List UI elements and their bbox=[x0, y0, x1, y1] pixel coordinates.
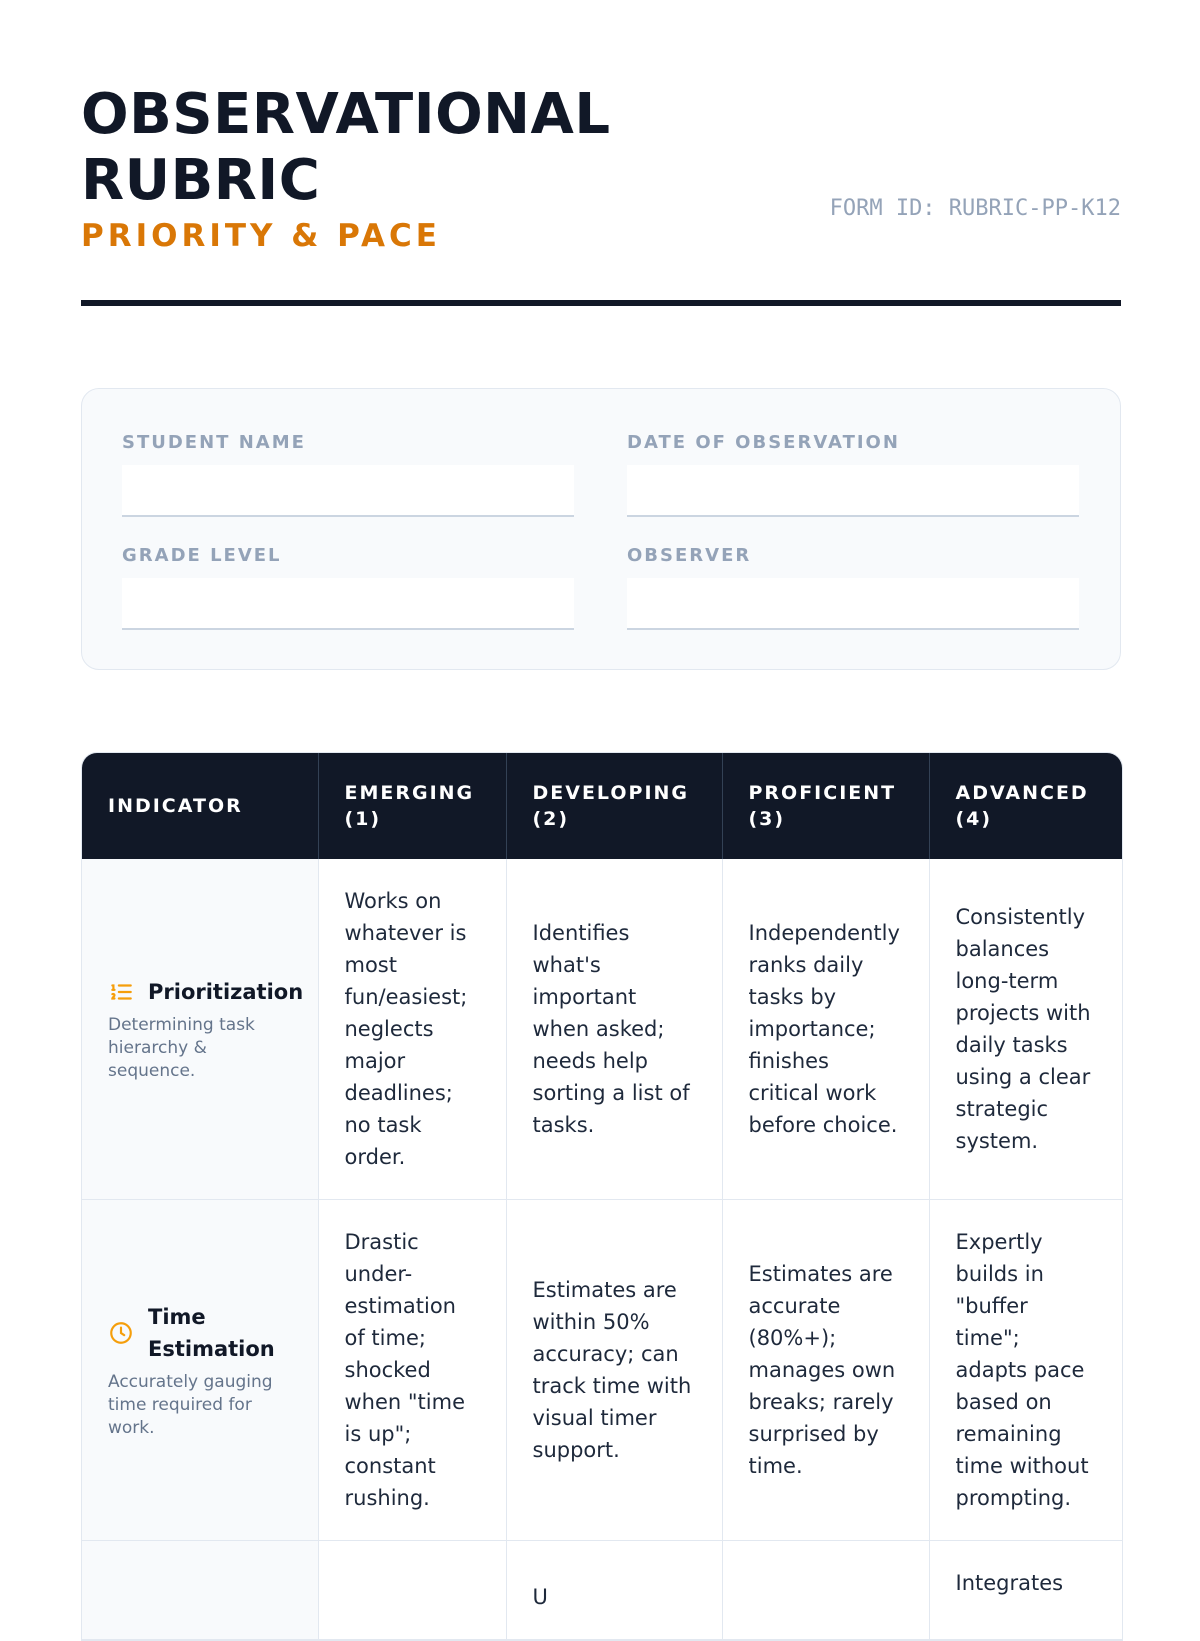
grade-level-label: GRADE LEVEL bbox=[122, 545, 282, 566]
emerging-cell: Works on whatever is most fun/easiest; neglects major deadlines; no task order. bbox=[318, 859, 506, 1200]
column-header-proficient: PROFICIENT (3) bbox=[722, 753, 929, 859]
observer-label: OBSERVER bbox=[627, 545, 752, 566]
emerging-cell bbox=[318, 1541, 506, 1640]
column-header-developing: DEVELOPING (2) bbox=[506, 753, 722, 859]
indicator-cell-partial bbox=[82, 1541, 318, 1640]
rubric-table bbox=[82, 753, 1122, 1640]
page-title: OBSERVATIONAL RUBRIC bbox=[81, 82, 611, 213]
grade-level-field bbox=[122, 544, 574, 630]
table-row bbox=[82, 1200, 1122, 1541]
proficient-cell: Independently ranks daily tasks by importance; finishes critical work before choice. bbox=[722, 859, 929, 1200]
indicator-cell-time-estimation bbox=[82, 1200, 318, 1541]
indicator-cell-prioritization bbox=[82, 859, 318, 1200]
column-header-emerging: EMERGING (1) bbox=[318, 753, 506, 859]
rubric-table-container bbox=[81, 752, 1123, 1641]
observer-field bbox=[627, 544, 1079, 630]
advanced-cell: Expertly builds in "buffer time"; adapts pace based on remaining time without prompting. bbox=[929, 1200, 1122, 1541]
student-name-label: STUDENT NAME bbox=[122, 432, 306, 453]
student-info-card bbox=[81, 388, 1121, 670]
grade-level-input[interactable] bbox=[122, 578, 574, 630]
column-header-advanced: ADVANCED (4) bbox=[929, 753, 1122, 859]
table-header-row bbox=[82, 753, 1122, 859]
developing-cell: Estimates are within 50% accuracy; can track time with visual timer support. bbox=[506, 1200, 722, 1541]
list-ordered-icon bbox=[108, 979, 134, 1005]
observer-input[interactable] bbox=[627, 578, 1079, 630]
form-id: FORM ID: RUBRIC-PP-K12 bbox=[829, 196, 1121, 221]
advanced-cell: Integrates bbox=[929, 1541, 1122, 1640]
indicator-description: Accurately gauging time required for work. bbox=[108, 1371, 273, 1438]
indicator-title: Prioritization bbox=[148, 979, 304, 1004]
indicator-description: Determining task hierarchy & sequence. bbox=[108, 1014, 255, 1081]
date-of-observation-input[interactable] bbox=[627, 465, 1079, 517]
clock-icon bbox=[108, 1320, 134, 1346]
proficient-cell: Estimates are accurate (80%+); manages own breaks; rarely surprised by time. bbox=[722, 1200, 929, 1541]
student-name-field bbox=[122, 431, 574, 517]
developing-cell: U bbox=[506, 1541, 722, 1640]
student-name-input[interactable] bbox=[122, 465, 574, 517]
proficient-cell bbox=[722, 1541, 929, 1640]
developing-cell: Identifies what's important when asked; needs help sorting a list of tasks. bbox=[506, 859, 722, 1200]
table-row bbox=[82, 1541, 1122, 1640]
column-header-indicator: INDICATOR bbox=[82, 753, 318, 859]
date-of-observation-field bbox=[627, 431, 1079, 517]
advanced-cell: Consistently balances long-term projects with daily tasks using a clear strategic system. bbox=[929, 859, 1122, 1200]
table-row bbox=[82, 859, 1122, 1200]
page-subtitle: PRIORITY & PACE bbox=[81, 218, 441, 254]
indicator-title: Time Estimation bbox=[148, 1304, 275, 1361]
header-divider bbox=[81, 300, 1121, 306]
date-of-observation-label: DATE OF OBSERVATION bbox=[627, 432, 900, 453]
emerging-cell: Drastic under-estimation of time; shocked when "time is up"; constant rushing. bbox=[318, 1200, 506, 1541]
